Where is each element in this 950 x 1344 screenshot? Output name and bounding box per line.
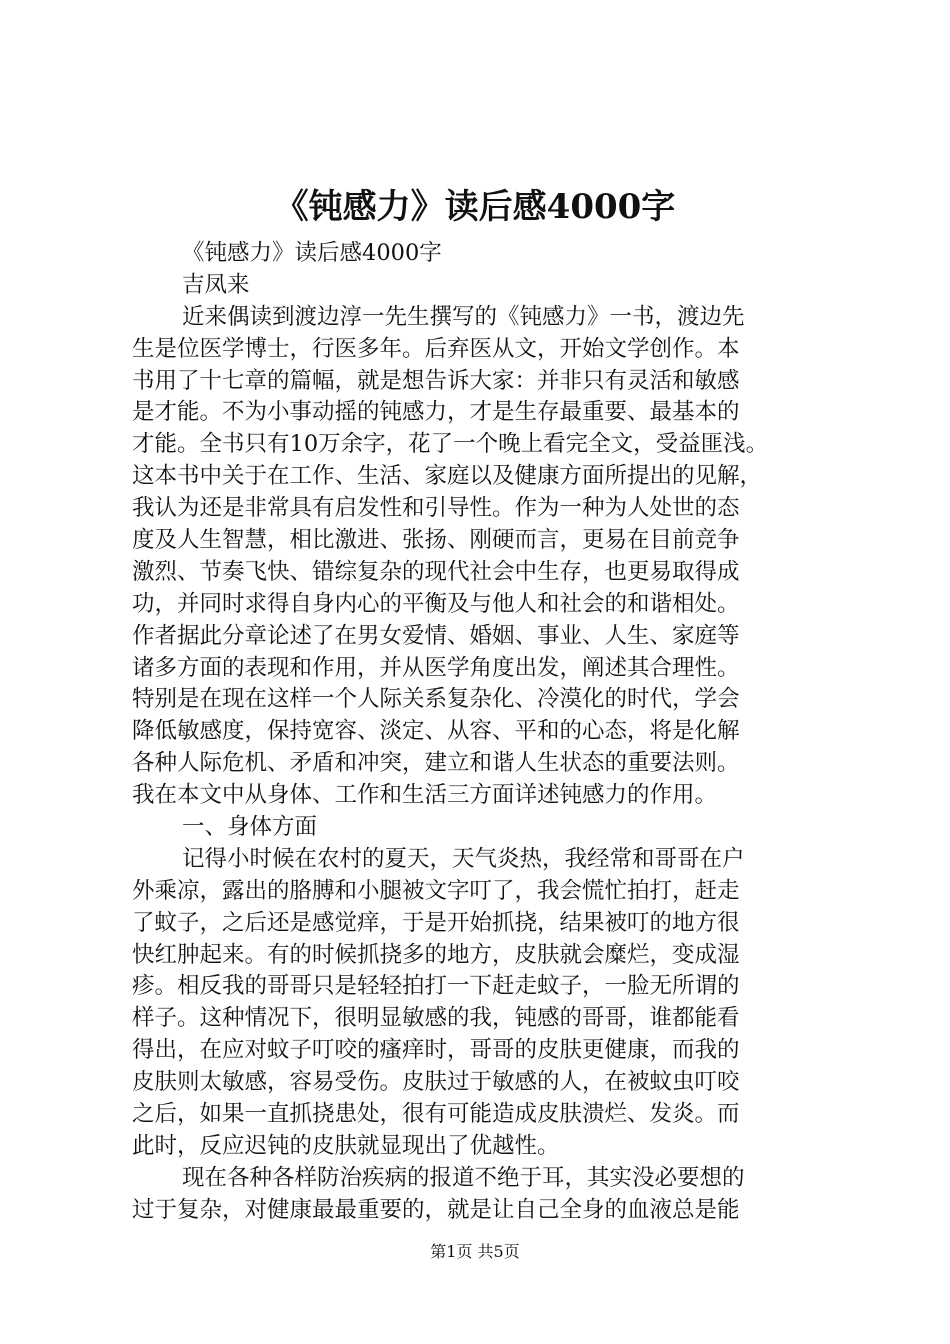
document-body bbox=[132, 238, 832, 1227]
text-line: 现在各种各样防治疾病的报道不绝于耳，其实没必要想的 bbox=[182, 1164, 745, 1191]
text-line: 各种人际危机、矛盾和冲突，建立和谐人生状态的重要法则。 bbox=[132, 750, 740, 777]
text-line: 一、身体方面 bbox=[182, 814, 318, 841]
text-line: 我在本文中从身体、工作和生活三方面详述钝感力的作用。 bbox=[132, 782, 718, 809]
text-line: 特别是在现在这样一个人际关系复杂化、冷漠化的时代，学会 bbox=[132, 686, 740, 713]
text-line: 记得小时候在农村的夏天，天气炎热，我经常和哥哥在户 bbox=[182, 845, 745, 872]
text-line: 降低敏感度，保持宽容、淡定、从容、平和的心态，将是化解 bbox=[132, 718, 740, 745]
text-line: 生是位医学博士，行医多年。后弃医从文，开始文学创作。本 bbox=[132, 335, 740, 362]
text-line: 诸多方面的表现和作用，并从医学角度出发，阐述其合理性。 bbox=[132, 654, 740, 681]
text-line: 功，并同时求得自身内心的平衡及与他人和社会的和谐相处。 bbox=[132, 590, 740, 617]
text-line: 之后，如果一直抓挠患处，很有可能造成皮肤溃烂、发炎。而 bbox=[132, 1101, 740, 1128]
document-title: 《钝感力》读后感4000字 bbox=[274, 187, 676, 227]
text-line: 是才能。不为小事动摇的钝感力，才是生存最重要、最基本的 bbox=[132, 399, 740, 426]
text-line: 才能。全书只有10万余字，花了一个晚上看完全文，受益匪浅。 bbox=[132, 431, 769, 458]
text-line: 这本书中关于在工作、生活、家庭以及健康方面所提出的见解， bbox=[132, 463, 763, 490]
text-line: 快红肿起来。有的时候抓挠多的地方，皮肤就会糜烂，变成湿 bbox=[132, 941, 740, 968]
page-footer: 第1页 共5页 bbox=[430, 1242, 520, 1261]
text-line: 得出，在应对蚊子叮咬的瘙痒时，哥哥的皮肤更健康，而我的 bbox=[132, 1037, 740, 1064]
text-line: 书用了十七章的篇幅，就是想告诉大家：并非只有灵活和敏感 bbox=[132, 367, 740, 394]
text-line: 皮肤则太敏感，容易受伤。皮肤过于敏感的人，在被蚊虫叮咬 bbox=[132, 1069, 740, 1096]
text-line: 疹。相反我的哥哥只是轻轻拍打一下赶走蚊子，一脸无所谓的 bbox=[132, 973, 740, 1000]
text-line: 我认为还是非常具有启发性和引导性。作为一种为人处世的态 bbox=[132, 495, 740, 522]
text-line: 样子。这种情况下，很明显敏感的我，钝感的哥哥，谁都能看 bbox=[132, 1005, 740, 1032]
text-line: 此时，反应迟钝的皮肤就显现出了优越性。 bbox=[132, 1132, 560, 1159]
text-line: 了蚊子，之后还是感觉痒，于是开始抓挠，结果被叮的地方很 bbox=[132, 909, 740, 936]
text-line: 近来偶读到渡边淳一先生撰写的《钝感力》一书，渡边先 bbox=[182, 303, 745, 330]
text-line: 外乘凉，露出的胳膊和小腿被文字叮了，我会慌忙拍打，赶走 bbox=[132, 877, 740, 904]
text-line: 过于复杂，对健康最最重要的，就是让自己全身的血液总是能 bbox=[132, 1196, 740, 1223]
text-line: 作者据此分章论述了在男女爱情、婚姻、事业、人生、家庭等 bbox=[132, 622, 740, 649]
text-line: 度及人生智慧，相比激进、张扬、刚硬而言，更易在目前竞争 bbox=[132, 527, 740, 554]
text-line: 激烈、节奏飞快、错综复杂的现代社会中生存，也更易取得成 bbox=[132, 558, 740, 585]
text-line: 吉凤来 bbox=[182, 271, 250, 298]
text-line: 《钝感力》读后感4000字 bbox=[182, 240, 442, 266]
